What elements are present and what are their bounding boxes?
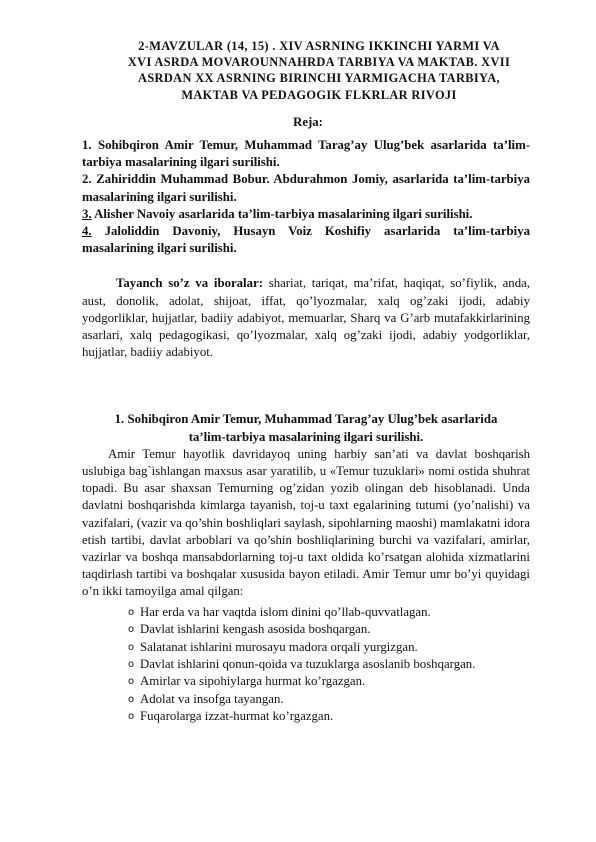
plan-item-1: [82, 137, 530, 171]
plan-item-text: Zahiriddin Muhammad Bobur. Abdurahmon Jomiy, asarlarida ta’lim-tarbiya masalarining ilgari surilishi.: [82, 172, 530, 204]
list-item-text: Davlat ishlarini kengash asosida boshqargan.: [140, 622, 371, 637]
title-line: ASRDAN XX ASRNING BIRINCHI YARMIGACHA TARBIYA,: [138, 71, 500, 86]
title-line: MAKTAB VA PEDAGOGIK FLKRLAR RIVOJI: [181, 87, 457, 102]
bullet-icon: o: [128, 676, 135, 688]
list-item-text: Adolat va insofga tayangan.: [140, 691, 284, 706]
plan-item-4: [82, 223, 530, 257]
list-item: [128, 691, 530, 708]
plan-item-text: Jaloliddin Davoniy, Husayn Voiz Koshifiy asarlarida ta’lim-tarbiya masalarining ilgari surilishi.: [82, 224, 530, 256]
plan-item-text: Sohibqiron Amir Temur, Muhammad Tarag’ay Ulug’bek asarlarida ta’lim-tarbiya masalarining ilgari surilishi.: [82, 138, 530, 170]
bullet-icon: o: [128, 624, 135, 636]
list-item: [128, 621, 530, 638]
title-line: 2-MAVZULAR (14, 15) . XIV ASRNING IKKINCHI YARMI VA: [138, 39, 500, 53]
list-item: [128, 708, 530, 725]
bullet-icon: o: [128, 711, 135, 723]
title-line: XVI ASRDA MOVAROUNNAHRDA TARBIYA VA MAKTAB. XVII: [127, 55, 511, 70]
list-item: [128, 673, 530, 690]
list-item-text: Har erda va har vaqtda islom dinini qo’llab-quvvatlagan.: [140, 604, 431, 619]
list-item-text: Fuqarolarga izzat-hurmat ko’rgazgan.: [140, 709, 334, 724]
principles-list: [128, 604, 530, 726]
plan-item-3: [82, 206, 530, 223]
bullet-icon: o: [128, 693, 135, 705]
list-item-text: Davlat ishlarini qonun-qoida va tuzuklarga asoslanib boshqargan.: [140, 656, 476, 671]
plan-item-number: 2.: [82, 172, 92, 187]
plan-item-number: 4.: [82, 224, 92, 239]
section-heading-line: 1. Sohibqiron Amir Temur, Muhammad Tarag’ay Ulug’bek asarlarida: [114, 412, 498, 427]
keywords-label: Tayanch so’z va iboralar:: [116, 276, 263, 291]
bullet-icon: o: [128, 658, 135, 670]
plan-list: [82, 137, 530, 257]
list-item: [128, 604, 530, 621]
plan-item-number: 1.: [82, 138, 92, 153]
plan-item-number: 3.: [82, 206, 92, 221]
bullet-icon: o: [128, 606, 135, 618]
list-item: [128, 639, 530, 656]
plan-item-text: Alisher Navoiy asarlarida ta’lim-tarbiya masalarining ilgari surilishi.: [91, 206, 473, 221]
keywords-paragraph: [82, 275, 530, 361]
list-item-text: Salatanat ishlarini murosayu madora orqali yurgizgan.: [140, 639, 418, 654]
body-paragraph: Amir Temur hayotlik davridayoq uning harbiy san’ati va davlat boshqarish uslubiga bag`ishlangan maxsus asar yaratilib, u «Temur tuzuklari» nomi ostida shuhrat topadi. Bu asar shaxsan Temurning og’zidan yozib olingan deb hisoblanadi. Unda davlatni boshqarishda kimlarga tayanish, toj-u taxt egalarining tutumi (yo’nalishi) va vazifalari, (vazir va qo’shin boshliqlari saylash, sipohlarning maoshi) mamlakatni idora etish tartibi, davlat arboblari va qo’shin boshliqlarining burchi va vazifalari, amirlar, vazirlar va boshqa mansabdorlarning toj-u taxt oldida ko’rsatgan alohida xizmatlarini taqdirlash tartibi va boshqalar xususida bayon etiladi. Amir Temur umr bo’yi quyidagi o’n ikki tamoyilga amal qilgan:: [82, 446, 530, 599]
plan-item-2: [82, 171, 530, 205]
list-item: [128, 656, 530, 673]
list-item-text: Amirlar va sipohiylarga hurmat ko’rgazgan.: [140, 674, 366, 689]
section-heading: [82, 411, 530, 445]
page-title: [108, 38, 530, 103]
bullet-icon: o: [128, 641, 135, 653]
keywords-text: shariat, tariqat, ma’rifat, haqiqat, so’fiylik, anda, aust, donolik, adolat, shijoat, iffat, qo’lyozmalar, xalq og’zaki ijodi, adabiy yodgorliklar, hujjatlar, badiiy adabiyot, memuarlar, Sharq va G’arb mutafakkirlarining asarlari, xalq pedagogikasi, qo’lyozmalar, xalq og’zaki ijodi, adabiy yodgorliklar, hujjatlar, badiiy adabiyot.: [82, 276, 530, 360]
plan-heading: Reja:: [293, 114, 323, 129]
section-heading-line: ta’lim-tarbiya masalarining ilgari surilishi.: [188, 429, 424, 444]
